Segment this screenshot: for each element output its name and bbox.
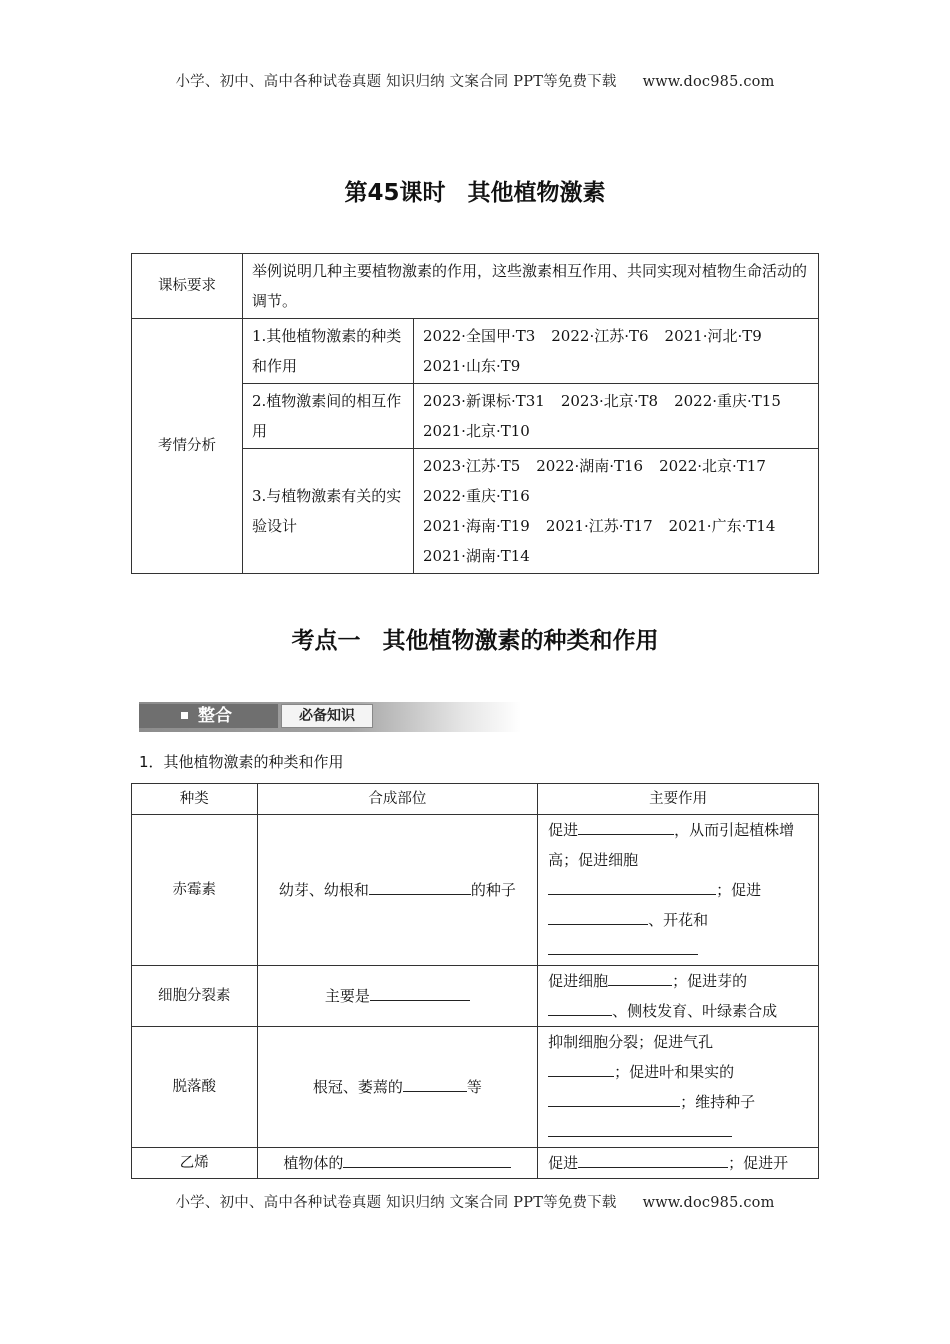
fill-blank[interactable] <box>548 1058 614 1077</box>
function-text: 促进 <box>548 1154 579 1172</box>
section-title <box>0 622 950 655</box>
exam-ref: 2022·北京·T17 <box>659 457 766 475</box>
table-row-abscisic-acid <box>132 1027 819 1148</box>
fill-blank[interactable] <box>548 876 716 895</box>
lesson-title <box>0 174 950 207</box>
footer-text: 小学、初中、高中各种试卷真题 知识归纳 文案合同 PPT等免费下载 <box>175 1195 617 1211</box>
refs-cell <box>414 319 819 384</box>
function-text: ，从而引起植株增高；促进细胞 <box>548 821 795 869</box>
banner-label-box <box>139 704 278 728</box>
section-name: 其他植物激素的种类和作用 <box>382 628 659 654</box>
fill-blank[interactable] <box>608 967 672 986</box>
header-url[interactable]: www.doc985.com <box>642 74 775 90</box>
curriculum-row <box>132 254 819 319</box>
exam-ref: 2021·海南·T19 <box>423 517 530 535</box>
function-text: 促进 <box>548 821 579 839</box>
site-text: 植物体的 <box>283 1154 344 1172</box>
fill-blank[interactable] <box>369 876 471 895</box>
synthesis-site <box>257 966 538 1027</box>
banner-label: 整合 <box>198 706 232 726</box>
main-function <box>538 966 819 1027</box>
hormone-name: 乙烯 <box>132 1148 258 1179</box>
exam-ref: 2023·江苏·T5 <box>423 457 521 475</box>
curriculum-label: 课标要求 <box>132 254 243 319</box>
exam-ref: 2022·全国甲·T3 <box>423 327 536 345</box>
fill-blank[interactable] <box>578 816 674 835</box>
col-header-type: 种类 <box>132 784 258 815</box>
curriculum-text: 举例说明几种主要植物激素的作用，这些激素相互作用、共同实现对植物生命活动的调节。 <box>243 254 819 319</box>
fill-blank[interactable] <box>548 1118 732 1137</box>
site-text: 根冠、萎蔫的 <box>312 1078 403 1096</box>
section-banner <box>139 702 521 732</box>
site-text: 的种子 <box>470 881 516 899</box>
function-text: 抑制细胞分裂；促进气孔 <box>548 1033 714 1051</box>
table-row-cytokinin <box>132 966 819 1027</box>
fill-blank[interactable] <box>578 1149 728 1168</box>
fill-blank[interactable] <box>548 997 612 1016</box>
exam-ref: 2021·河北·T9 <box>664 327 762 345</box>
exam-ref: 2021·湖南·T14 <box>423 547 530 565</box>
banner-tag: 必备知识 <box>281 704 373 728</box>
exam-ref: 2021·北京·T10 <box>423 422 530 440</box>
exam-ref: 2021·广东·T14 <box>668 517 776 535</box>
topic-cell: 2.植物激素间的相互作用 <box>243 384 414 449</box>
refs-cell <box>414 384 819 449</box>
analysis-row <box>132 319 819 384</box>
hormone-name: 细胞分裂素 <box>132 966 258 1027</box>
fill-blank[interactable] <box>403 1073 467 1092</box>
refs-line <box>423 481 809 511</box>
table-row-ethylene <box>132 1148 819 1179</box>
exam-ref: 2022·江苏·T6 <box>551 327 649 345</box>
sub-heading: 1．其他植物激素的种类和作用 <box>139 753 344 771</box>
refs-line <box>423 541 809 571</box>
table-header-row <box>132 784 819 815</box>
main-function <box>538 1027 819 1148</box>
function-text: ；促进开 <box>728 1154 789 1172</box>
requirements-table <box>131 253 819 574</box>
exam-ref: 2022·重庆·T15 <box>674 392 781 410</box>
refs-line <box>423 451 809 481</box>
fill-blank[interactable] <box>370 982 470 1001</box>
exam-ref: 2021·江苏·T17 <box>545 517 653 535</box>
exam-ref: 2022·重庆·T16 <box>423 487 530 505</box>
exam-ref: 2022·湖南·T16 <box>536 457 644 475</box>
function-text: 、开花和 <box>648 911 709 929</box>
synthesis-site <box>257 815 538 966</box>
function-text: ；维持种子 <box>680 1093 756 1111</box>
page-header <box>0 70 950 91</box>
fill-blank[interactable] <box>548 1088 680 1107</box>
footer-url[interactable]: www.doc985.com <box>642 1195 775 1211</box>
refs-line <box>423 416 809 446</box>
function-text: ；促进芽的 <box>672 972 748 990</box>
exam-ref: 2023·北京·T8 <box>560 392 659 410</box>
refs-line <box>423 511 809 541</box>
header-text: 小学、初中、高中各种试卷真题 知识归纳 文案合同 PPT等免费下载 <box>175 74 617 90</box>
function-text: 、侧枝发育、叶绿素合成 <box>612 1002 778 1020</box>
hormone-table <box>131 783 819 1179</box>
synthesis-site <box>257 1148 538 1179</box>
page-footer <box>0 1191 950 1212</box>
table-row-gibberellin <box>132 815 819 966</box>
fill-blank[interactable] <box>548 906 648 925</box>
function-text: ；促进叶和果实的 <box>614 1063 735 1081</box>
col-header-site: 合成部位 <box>257 784 538 815</box>
lesson-number: 第45课时 <box>344 180 446 206</box>
function-text: ；促进 <box>716 881 762 899</box>
fill-blank[interactable] <box>548 936 698 955</box>
hormone-name: 脱落酸 <box>132 1027 258 1148</box>
refs-line <box>423 386 809 416</box>
section-number: 考点一 <box>291 628 361 654</box>
analysis-label: 考情分析 <box>132 319 243 574</box>
exam-ref: 2023·新课标·T31 <box>423 392 545 410</box>
refs-line <box>423 321 809 351</box>
lesson-name: 其他植物激素 <box>467 180 606 206</box>
site-text: 幼芽、幼根和 <box>278 881 369 899</box>
refs-cell <box>414 449 819 574</box>
site-text: 主要是 <box>324 987 370 1005</box>
main-function <box>538 1148 819 1179</box>
exam-ref: 2021·山东·T9 <box>423 357 521 375</box>
topic-cell: 1.其他植物激素的种类和作用 <box>243 319 414 384</box>
main-function <box>538 815 819 966</box>
col-header-function: 主要作用 <box>538 784 819 815</box>
synthesis-site <box>257 1027 538 1148</box>
hormone-name: 赤霉素 <box>132 815 258 966</box>
topic-cell: 3.与植物激素有关的实验设计 <box>243 449 414 574</box>
refs-line <box>423 351 809 381</box>
fill-blank[interactable] <box>343 1149 511 1168</box>
function-text: 促进细胞 <box>548 972 609 990</box>
site-text: 等 <box>466 1078 482 1096</box>
square-bullet-icon <box>181 712 188 719</box>
